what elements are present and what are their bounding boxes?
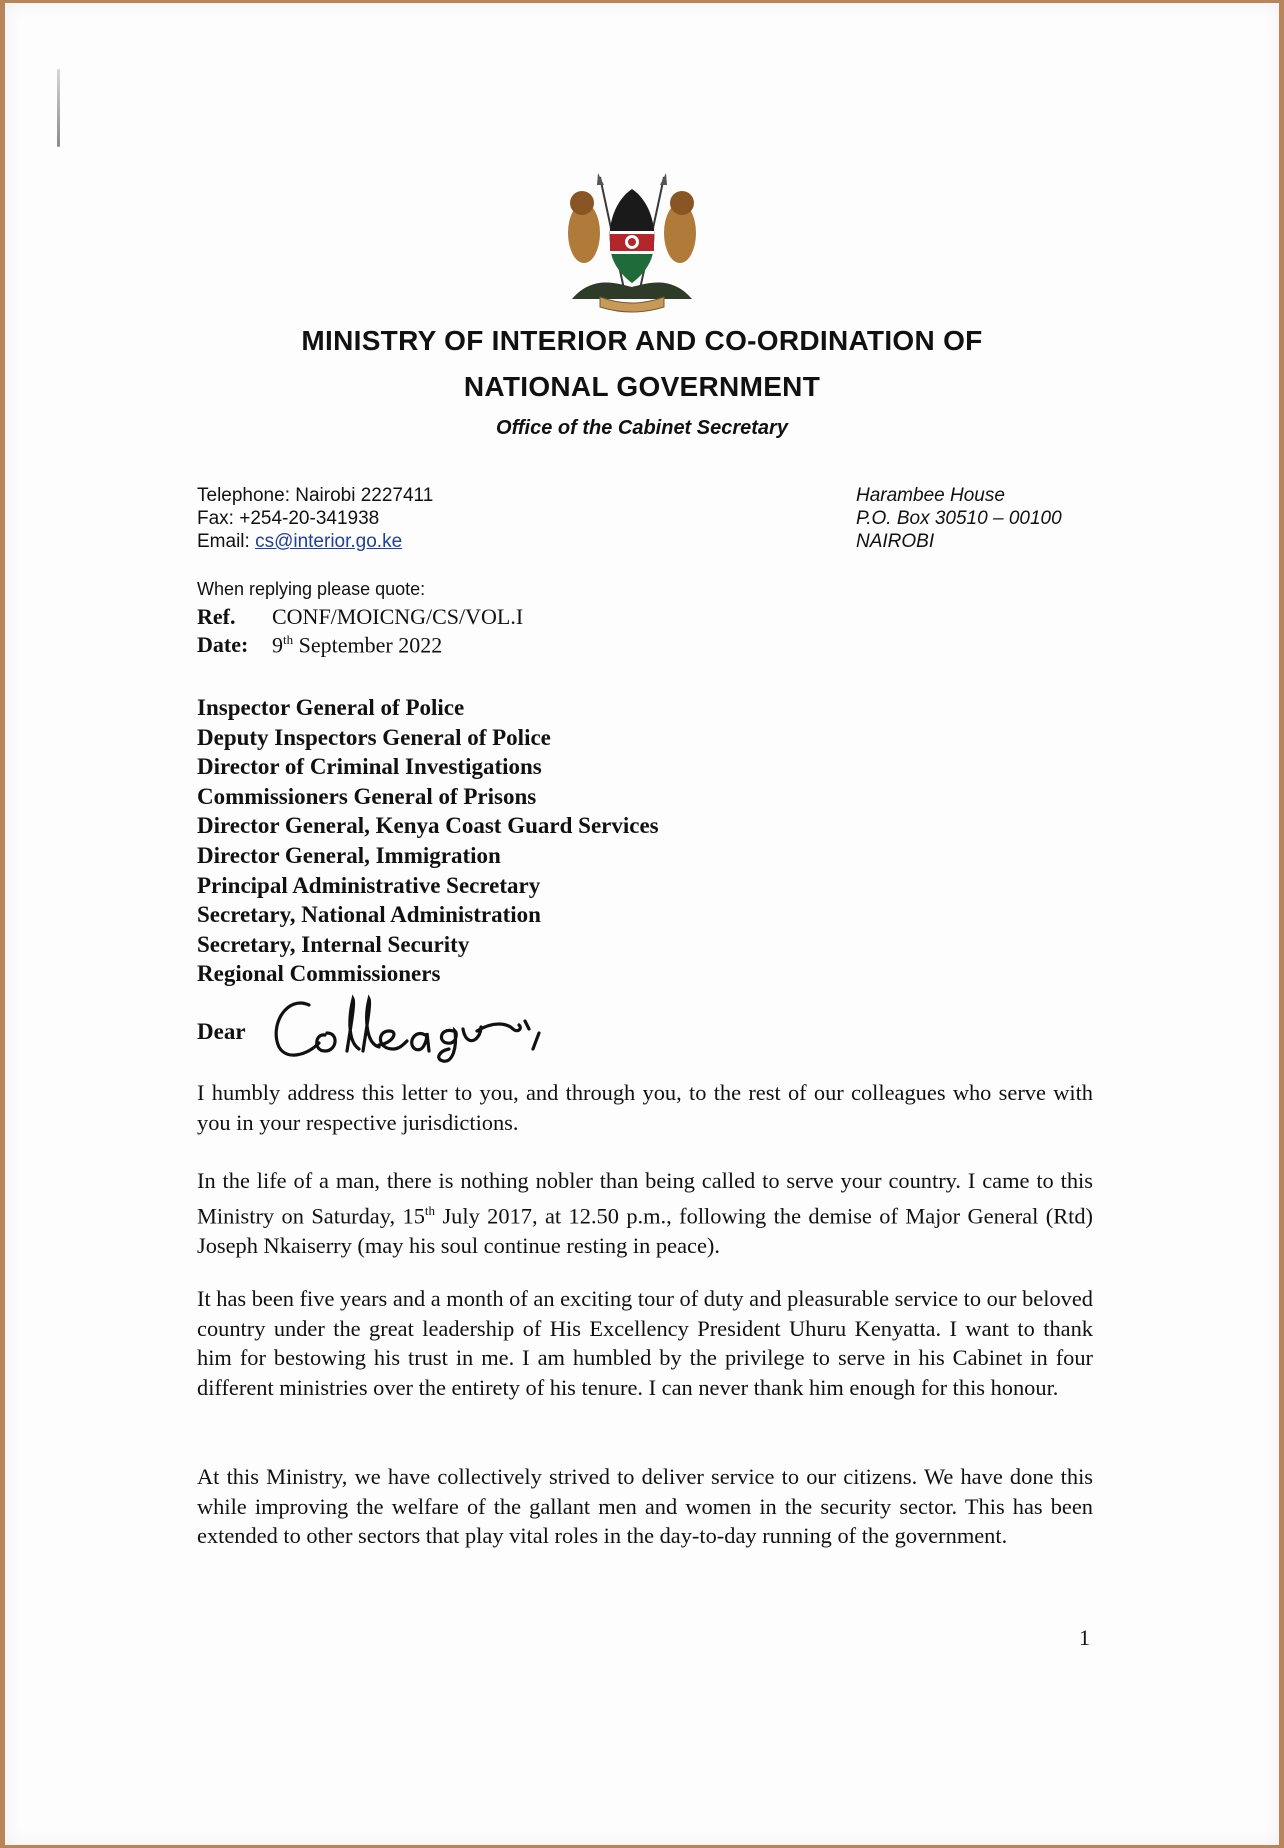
staple-mark: [57, 69, 60, 147]
date-row: [197, 632, 442, 658]
recipient-list: [197, 693, 659, 989]
date-suffix: th: [283, 632, 294, 647]
recipient-item: Inspector General of Police: [197, 695, 465, 720]
letter-page: [5, 3, 1279, 1845]
recipient-item: Director of Criminal Investigations: [197, 754, 542, 780]
office-subtitle: Office of the Cabinet Secretary: [496, 417, 788, 439]
paragraph-service-part2: July 2017, at 12.50 p.m., following the demise of Major General (Rtd) Joseph Nkaiserry (may his soul continue resting in peace).: [197, 1203, 1093, 1258]
email-line: [197, 530, 433, 553]
recipient-item: Regional Commissioners: [197, 961, 441, 987]
address-line1: Harambee House: [856, 485, 1005, 506]
ref-value: CONF/MOICNG/CS/VOL.I: [272, 604, 524, 629]
email-label: Email:: [197, 531, 256, 552]
handwritten-colleagues-signature: [267, 985, 567, 1065]
ministry-title-line1: MINISTRY OF INTERIOR AND CO-ORDINATION OF: [301, 325, 983, 356]
paragraph-service-sup: th: [424, 1202, 436, 1218]
address-line3: NAIROBI: [856, 531, 935, 552]
paragraph-intro: I humbly address this letter to you, and through you, to the rest of our colleagues who serve with you in your respective jurisdictions.: [197, 1080, 1093, 1135]
date-rest: September 2022: [293, 632, 443, 658]
recipient-item: Secretary, National Administration: [197, 902, 541, 928]
paragraph-service: [197, 1166, 1093, 1260]
telephone-line: Telephone: Nairobi 2227411: [197, 485, 434, 506]
salutation-dear: Dear: [197, 1019, 246, 1044]
kenya-coat-of-arms-icon: [562, 171, 702, 319]
fax-line: Fax: +254-20-341938: [197, 508, 380, 529]
recipient-item: Director General, Immigration: [197, 842, 501, 868]
ref-label: Ref.: [197, 604, 236, 629]
email-link[interactable]: cs@interior.go.ke: [255, 531, 403, 552]
date-label: Date:: [197, 632, 249, 658]
paragraph-tenure: It has been five years and a month of an exciting tour of duty and pleasurable service to our beloved country under the great leadership of His Excellency President Uhuru Kenyatta. I want to thank him for bestowing his trust in me. I am humbled by the privilege to serve in his Cabinet in four different ministries over the entirety of his tenure. I can never thank him enough for this honour.: [197, 1286, 1093, 1400]
recipient-item: Deputy Inspectors General of Police: [197, 724, 551, 750]
recipient-item: Secretary, Internal Security: [197, 931, 470, 957]
recipient-item: Commissioners General of Prisons: [197, 783, 537, 809]
paragraph-ministry: At this Ministry, we have collectively strived to deliver service to our citizens. We have done this while improving the welfare of the gallant men and women in the security sector. This has been extended to other sectors that play vital roles in the day-to-day running of the government.: [197, 1464, 1093, 1549]
paragraph-service-part1: In the life of a man, there is nothing nobler than being called to serve your country. I came to this Ministry on Saturday, 15: [197, 1168, 1093, 1229]
contact-details-left: [197, 484, 433, 553]
date-day: 9: [272, 632, 283, 658]
address-line2: P.O. Box 30510 – 00100: [856, 508, 1062, 529]
reference-row: [197, 604, 523, 630]
reply-quote-label: When replying please quote:: [197, 579, 426, 599]
ministry-title-line2: NATIONAL GOVERNMENT: [463, 371, 821, 402]
page-number: 1: [1079, 1625, 1090, 1650]
recipient-item: Principal Administrative Secretary: [197, 872, 541, 898]
recipient-item: Director General, Kenya Coast Guard Services: [197, 813, 659, 839]
contact-details-right: [856, 484, 1062, 553]
